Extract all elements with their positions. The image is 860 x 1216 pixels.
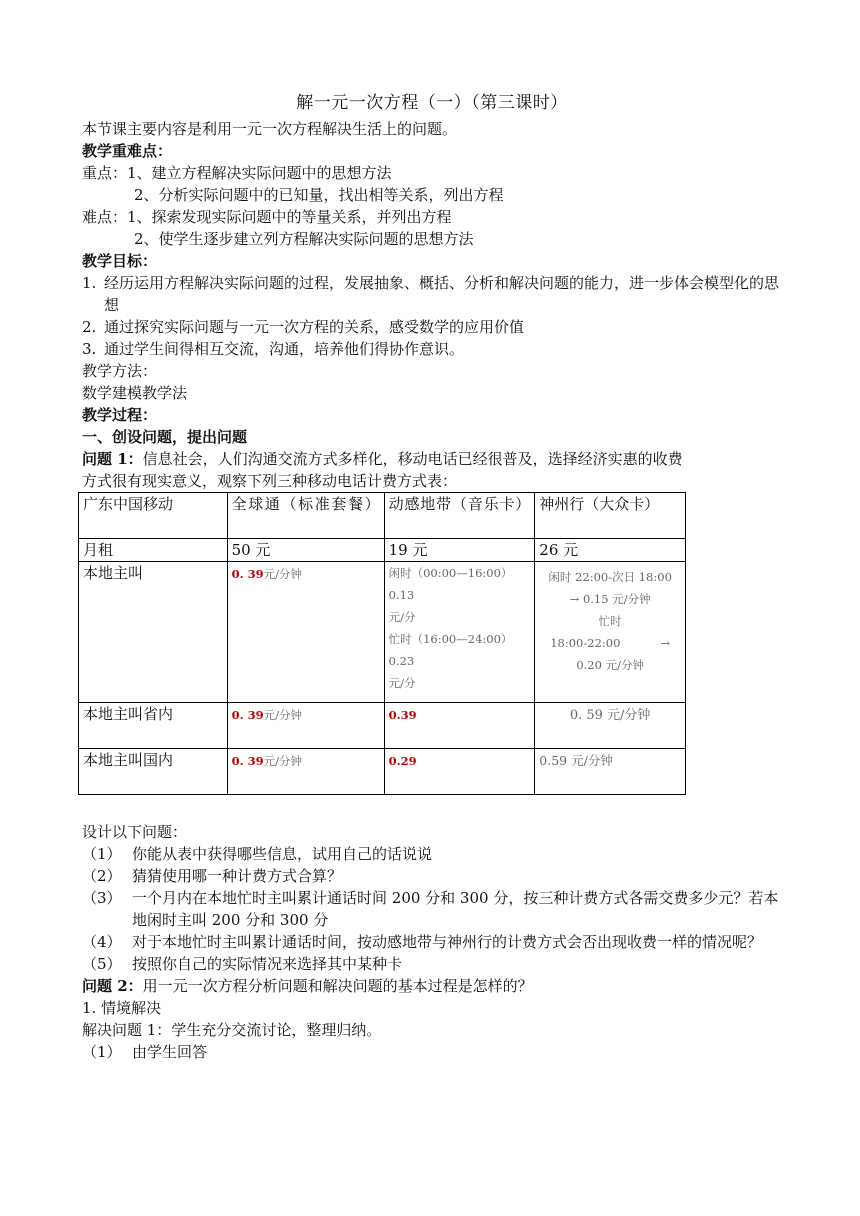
goal-text: 通过学生间得相互交流，沟通，培养他们得协作意识。 — [104, 340, 465, 358]
list-text: 一个月内在本地忙时主叫累计通话时间 200 分和 300 分，按三种计费方式各需交费多少元？若本地闲时主叫 200 分和 300 分 — [132, 889, 779, 929]
table-cell — [384, 749, 535, 795]
problem1-line2: 方式很有现实意义，观察下列三种移动电话计费方式表： — [82, 472, 458, 490]
cell-line: 0.20 元/分钟 — [576, 658, 644, 672]
table-header-cell: 广东中国移动 — [79, 493, 228, 539]
list-num: （1） — [82, 845, 122, 863]
goal-num: 1. — [82, 274, 97, 292]
table-cell — [535, 562, 686, 703]
table-header-cell: 动感地带（音乐卡） — [384, 493, 535, 539]
list-text: 对于本地忙时主叫累计通话时间，按动感地带与神州行的计费方式会否出现收费一样的情况呢？ — [132, 933, 763, 951]
table-cell: 50 元 — [227, 539, 384, 562]
list-text: 由学生回答 — [132, 1043, 208, 1061]
list-num: （5） — [82, 955, 122, 973]
fee-table — [78, 492, 686, 795]
table-cell — [227, 562, 384, 703]
price-unit: 元/分钟 — [263, 754, 302, 768]
goal-item — [82, 316, 782, 338]
list-item — [82, 843, 782, 865]
price-value: 0. 39 — [231, 708, 264, 722]
difficulty-item: 1、探索发现实际问题中的等量关系，并列出方程 — [127, 208, 452, 226]
document-page — [82, 92, 782, 1063]
focus-item: 2、分析实际问题中的已知量，找出相等关系，列出方程 — [134, 186, 504, 204]
goal-num: 2. — [82, 318, 97, 336]
list-num: （1） — [82, 1043, 122, 1061]
problem1-line1 — [82, 448, 782, 470]
problem1-label: 问题 1： — [82, 450, 143, 468]
list-text: 猜猜使用哪一种计费方式合算？ — [132, 867, 343, 885]
price-value: 0.59 元/分钟 — [539, 753, 613, 768]
list-item — [82, 953, 782, 975]
price-value: 0.29 — [388, 754, 417, 768]
table-header-cell: 全球通（标准套餐） — [227, 493, 384, 539]
time-range: 18:00-22:00 — [550, 636, 621, 650]
solve-line: 解决问题 1：学生充分交流讨论，整理归纳。 — [82, 1021, 382, 1039]
focus-item: 1、建立方程解决实际问题中的思想方法 — [127, 164, 392, 182]
table-cell: 26 元 — [535, 539, 686, 562]
table-cell — [227, 703, 384, 749]
problem1-text: 信息社会，人们沟通交流方式多样化，移动电话已经很普及，选择经济实惠的收费 — [142, 450, 683, 468]
list-num: （3） — [82, 889, 122, 907]
difficulty-line-1 — [82, 206, 782, 228]
method-text: 数学建模教学法 — [82, 384, 188, 402]
price-unit: 元/分钟 — [263, 567, 302, 581]
cell-line: 闲时 22:00-次日 18:00 — [548, 570, 672, 584]
design-heading: 设计以下问题： — [82, 823, 188, 841]
solve-step: 1. 情境解决 — [82, 999, 162, 1017]
goal-item — [82, 272, 782, 316]
focus-label: 重点： — [82, 164, 128, 182]
problem2-line — [82, 975, 782, 997]
cell-line: 元/分 — [388, 676, 416, 690]
table-cell — [535, 703, 686, 749]
table-header-cell: 神州行（大众卡） — [535, 493, 686, 539]
cell-line: 闲时（00:00—16:00）0.13 — [388, 566, 513, 602]
price-value: 0. 39 — [231, 567, 264, 581]
arrow-icon: → — [660, 636, 671, 650]
cell-line — [539, 632, 681, 654]
list-text: 按照你自己的实际情况来选择其中某种卡 — [132, 955, 403, 973]
cell-line: → 0.15 元/分钟 — [569, 592, 651, 606]
table-cell — [384, 562, 535, 703]
key-points-heading: 教学重难点： — [82, 142, 173, 160]
cell-line: 忙时（16:00—24:00）0.23 — [388, 632, 513, 668]
row-label: 本地主叫省内 — [79, 703, 228, 749]
table-row — [79, 539, 686, 562]
list-item — [82, 931, 782, 953]
focus-line-1 — [82, 162, 782, 184]
difficulty-label: 难点： — [82, 208, 128, 226]
row-label: 月租 — [79, 539, 228, 562]
method-heading: 教学方法： — [82, 362, 158, 380]
process-heading: 教学过程： — [82, 406, 158, 424]
list-item — [82, 1041, 782, 1063]
list-num: （2） — [82, 867, 122, 885]
page-title: 解一元一次方程（一）（第三课时） — [296, 93, 568, 113]
table-row — [79, 749, 686, 795]
list-text: 你能从表中获得哪些信息，试用自己的话说说 — [132, 845, 433, 863]
list-item — [82, 865, 782, 887]
list-num: （4） — [82, 933, 122, 951]
table-cell — [535, 749, 686, 795]
price-value: 0. 39 — [231, 754, 264, 768]
problem2-label: 问题 2： — [82, 977, 143, 995]
cell-line: 忙时 — [598, 614, 622, 628]
row-label: 本地主叫 — [79, 562, 228, 703]
table-row — [79, 562, 686, 703]
problem2-text: 用一元一次方程分析问题和解决问题的基本过程是怎样的？ — [142, 977, 533, 995]
goal-item — [82, 338, 782, 360]
table-row — [79, 703, 686, 749]
intro-text: 本节课主要内容是利用一元一次方程解决生活上的问题。 — [82, 120, 458, 138]
table-cell — [227, 749, 384, 795]
table-cell: 19 元 — [384, 539, 535, 562]
list-item — [82, 887, 782, 931]
goal-text: 通过探究实际问题与一元一次方程的关系，感受数学的应用价值 — [104, 318, 525, 336]
table-cell — [384, 703, 535, 749]
goals-heading: 教学目标： — [82, 252, 158, 270]
difficulty-item: 2、使学生逐步建立列方程解决实际问题的思想方法 — [134, 230, 474, 248]
price-unit: 元/分钟 — [263, 708, 302, 722]
price-value: 0. 59 元/分钟 — [569, 708, 651, 723]
goal-num: 3. — [82, 340, 97, 358]
cell-line: 元/分 — [388, 610, 416, 624]
table-row — [79, 493, 686, 539]
price-value: 0.39 — [388, 708, 417, 722]
goal-text: 经历运用方程解决实际问题的过程，发展抽象、概括、分析和解决问题的能力，进一步体会模型化的思想 — [104, 274, 780, 314]
row-label: 本地主叫国内 — [79, 749, 228, 795]
section-heading: 一、创设问题，提出问题 — [82, 428, 248, 446]
